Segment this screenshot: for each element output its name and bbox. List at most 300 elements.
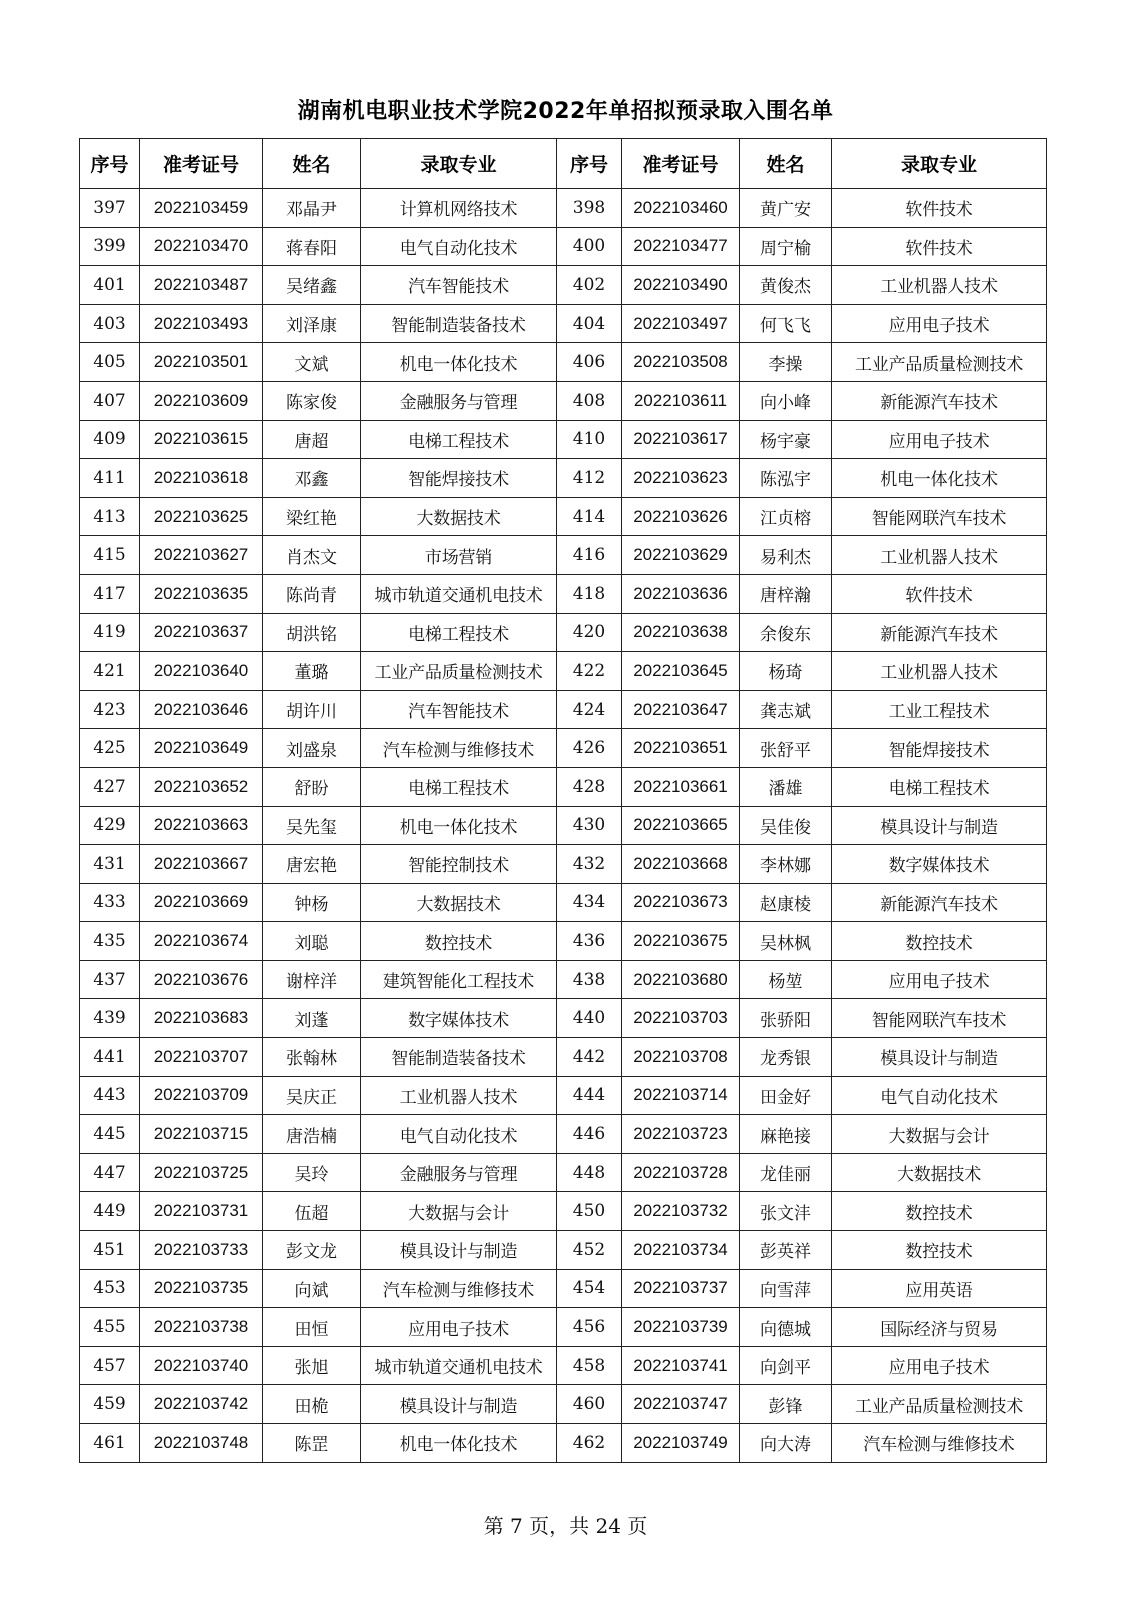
exam-id-cell: 2022103748 bbox=[140, 1424, 263, 1463]
seq-cell: 444 bbox=[557, 1076, 622, 1115]
seq-cell: 397 bbox=[80, 189, 140, 228]
name-cell: 刘蓬 bbox=[263, 999, 361, 1038]
seq-cell: 458 bbox=[557, 1346, 622, 1385]
major-cell: 应用电子技术 bbox=[832, 1346, 1047, 1385]
name-cell: 杨堃 bbox=[740, 960, 832, 999]
name-cell: 向雪萍 bbox=[740, 1269, 832, 1308]
major-cell: 智能焊接技术 bbox=[361, 459, 557, 498]
table-row bbox=[80, 189, 1047, 228]
table-row bbox=[80, 806, 1047, 845]
major-cell: 应用电子技术 bbox=[832, 960, 1047, 999]
exam-id-cell: 2022103477 bbox=[622, 227, 740, 266]
header-name: 姓名 bbox=[740, 139, 832, 189]
exam-id-cell: 2022103725 bbox=[140, 1153, 263, 1192]
name-cell: 刘泽康 bbox=[263, 304, 361, 343]
major-cell: 软件技术 bbox=[832, 189, 1047, 228]
exam-id-cell: 2022103742 bbox=[140, 1385, 263, 1424]
major-cell: 大数据与会计 bbox=[361, 1192, 557, 1231]
major-cell: 国际经济与贸易 bbox=[832, 1308, 1047, 1347]
exam-id-cell: 2022103663 bbox=[140, 806, 263, 845]
name-cell: 舒盼 bbox=[263, 767, 361, 806]
seq-cell: 445 bbox=[80, 1115, 140, 1154]
name-cell: 龚志斌 bbox=[740, 690, 832, 729]
name-cell: 潘雄 bbox=[740, 767, 832, 806]
major-cell: 数控技术 bbox=[832, 1231, 1047, 1270]
table-row bbox=[80, 574, 1047, 613]
exam-id-cell: 2022103623 bbox=[622, 459, 740, 498]
major-cell: 大数据技术 bbox=[361, 497, 557, 536]
name-cell: 周宁榆 bbox=[740, 227, 832, 266]
table-row bbox=[80, 767, 1047, 806]
major-cell: 汽车智能技术 bbox=[361, 266, 557, 305]
seq-cell: 462 bbox=[557, 1424, 622, 1463]
table-row bbox=[80, 652, 1047, 691]
seq-cell: 436 bbox=[557, 922, 622, 961]
seq-cell: 400 bbox=[557, 227, 622, 266]
name-cell: 张翰林 bbox=[263, 1038, 361, 1077]
seq-cell: 423 bbox=[80, 690, 140, 729]
exam-id-cell: 2022103735 bbox=[140, 1269, 263, 1308]
header-major: 录取专业 bbox=[832, 139, 1047, 189]
seq-cell: 413 bbox=[80, 497, 140, 536]
name-cell: 余俊东 bbox=[740, 613, 832, 652]
header-name: 姓名 bbox=[263, 139, 361, 189]
major-cell: 数字媒体技术 bbox=[361, 999, 557, 1038]
major-cell: 机电一体化技术 bbox=[361, 343, 557, 382]
table-row bbox=[80, 497, 1047, 536]
table-row bbox=[80, 420, 1047, 459]
major-cell: 应用电子技术 bbox=[832, 420, 1047, 459]
name-cell: 邓晶尹 bbox=[263, 189, 361, 228]
exam-id-cell: 2022103739 bbox=[622, 1308, 740, 1347]
major-cell: 大数据与会计 bbox=[832, 1115, 1047, 1154]
name-cell: 陈尚青 bbox=[263, 574, 361, 613]
major-cell: 电梯工程技术 bbox=[361, 613, 557, 652]
table-row bbox=[80, 266, 1047, 305]
name-cell: 刘聪 bbox=[263, 922, 361, 961]
exam-id-cell: 2022103497 bbox=[622, 304, 740, 343]
exam-id-cell: 2022103615 bbox=[140, 420, 263, 459]
seq-cell: 437 bbox=[80, 960, 140, 999]
table-row bbox=[80, 1115, 1047, 1154]
exam-id-cell: 2022103714 bbox=[622, 1076, 740, 1115]
exam-id-cell: 2022103459 bbox=[140, 189, 263, 228]
exam-id-cell: 2022103709 bbox=[140, 1076, 263, 1115]
admission-table bbox=[79, 138, 1047, 1463]
header-seq: 序号 bbox=[80, 139, 140, 189]
table-row bbox=[80, 1424, 1047, 1463]
exam-id-cell: 2022103626 bbox=[622, 497, 740, 536]
seq-cell: 426 bbox=[557, 729, 622, 768]
exam-id-cell: 2022103647 bbox=[622, 690, 740, 729]
table-body bbox=[80, 189, 1047, 1463]
major-cell: 智能网联汽车技术 bbox=[832, 497, 1047, 536]
name-cell: 彭锋 bbox=[740, 1385, 832, 1424]
major-cell: 机电一体化技术 bbox=[832, 459, 1047, 498]
name-cell: 胡许川 bbox=[263, 690, 361, 729]
name-cell: 向小峰 bbox=[740, 381, 832, 420]
exam-id-cell: 2022103636 bbox=[622, 574, 740, 613]
header-exam-id: 准考证号 bbox=[622, 139, 740, 189]
seq-cell: 432 bbox=[557, 845, 622, 884]
header-major: 录取专业 bbox=[361, 139, 557, 189]
major-cell: 电梯工程技术 bbox=[361, 767, 557, 806]
major-cell: 汽车检测与维修技术 bbox=[832, 1424, 1047, 1463]
exam-id-cell: 2022103645 bbox=[622, 652, 740, 691]
table-row bbox=[80, 1231, 1047, 1270]
seq-cell: 434 bbox=[557, 883, 622, 922]
exam-id-cell: 2022103715 bbox=[140, 1115, 263, 1154]
exam-id-cell: 2022103460 bbox=[622, 189, 740, 228]
name-cell: 田恒 bbox=[263, 1308, 361, 1347]
table-row bbox=[80, 613, 1047, 652]
name-cell: 彭英祥 bbox=[740, 1231, 832, 1270]
exam-id-cell: 2022103737 bbox=[622, 1269, 740, 1308]
exam-id-cell: 2022103683 bbox=[140, 999, 263, 1038]
name-cell: 杨琦 bbox=[740, 652, 832, 691]
name-cell: 吴林枫 bbox=[740, 922, 832, 961]
name-cell: 张舒平 bbox=[740, 729, 832, 768]
exam-id-cell: 2022103646 bbox=[140, 690, 263, 729]
exam-id-cell: 2022103661 bbox=[622, 767, 740, 806]
major-cell: 智能控制技术 bbox=[361, 845, 557, 884]
seq-cell: 455 bbox=[80, 1308, 140, 1347]
page-footer: 第 7 页，共 24 页 bbox=[483, 1514, 648, 1538]
name-cell: 赵康棱 bbox=[740, 883, 832, 922]
major-cell: 金融服务与管理 bbox=[361, 381, 557, 420]
name-cell: 龙秀银 bbox=[740, 1038, 832, 1077]
major-cell: 智能制造装备技术 bbox=[361, 304, 557, 343]
exam-id-cell: 2022103627 bbox=[140, 536, 263, 575]
table-row bbox=[80, 1269, 1047, 1308]
seq-cell: 429 bbox=[80, 806, 140, 845]
seq-cell: 459 bbox=[80, 1385, 140, 1424]
exam-id-cell: 2022103747 bbox=[622, 1385, 740, 1424]
seq-cell: 451 bbox=[80, 1231, 140, 1270]
name-cell: 陈罡 bbox=[263, 1424, 361, 1463]
seq-cell: 450 bbox=[557, 1192, 622, 1231]
table-row bbox=[80, 690, 1047, 729]
major-cell: 数控技术 bbox=[832, 922, 1047, 961]
seq-cell: 410 bbox=[557, 420, 622, 459]
major-cell: 电梯工程技术 bbox=[832, 767, 1047, 806]
name-cell: 易利杰 bbox=[740, 536, 832, 575]
exam-id-cell: 2022103649 bbox=[140, 729, 263, 768]
exam-id-cell: 2022103708 bbox=[622, 1038, 740, 1077]
table-row bbox=[80, 304, 1047, 343]
major-cell: 汽车智能技术 bbox=[361, 690, 557, 729]
seq-cell: 456 bbox=[557, 1308, 622, 1347]
name-cell: 杨宇豪 bbox=[740, 420, 832, 459]
exam-id-cell: 2022103668 bbox=[622, 845, 740, 884]
major-cell: 应用英语 bbox=[832, 1269, 1047, 1308]
exam-id-cell: 2022103501 bbox=[140, 343, 263, 382]
exam-id-cell: 2022103667 bbox=[140, 845, 263, 884]
name-cell: 黄广安 bbox=[740, 189, 832, 228]
seq-cell: 442 bbox=[557, 1038, 622, 1077]
exam-id-cell: 2022103675 bbox=[622, 922, 740, 961]
major-cell: 机电一体化技术 bbox=[361, 806, 557, 845]
name-cell: 唐超 bbox=[263, 420, 361, 459]
table-row bbox=[80, 845, 1047, 884]
name-cell: 唐浩楠 bbox=[263, 1115, 361, 1154]
name-cell: 谢梓洋 bbox=[263, 960, 361, 999]
major-cell: 工业机器人技术 bbox=[832, 266, 1047, 305]
table-row bbox=[80, 343, 1047, 382]
name-cell: 田桅 bbox=[263, 1385, 361, 1424]
seq-cell: 406 bbox=[557, 343, 622, 382]
exam-id-cell: 2022103732 bbox=[622, 1192, 740, 1231]
table-row bbox=[80, 922, 1047, 961]
exam-id-cell: 2022103738 bbox=[140, 1308, 263, 1347]
exam-id-cell: 2022103703 bbox=[622, 999, 740, 1038]
name-cell: 肖杰文 bbox=[263, 536, 361, 575]
exam-id-cell: 2022103609 bbox=[140, 381, 263, 420]
exam-id-cell: 2022103707 bbox=[140, 1038, 263, 1077]
major-cell: 城市轨道交通机电技术 bbox=[361, 574, 557, 613]
exam-id-cell: 2022103731 bbox=[140, 1192, 263, 1231]
seq-cell: 403 bbox=[80, 304, 140, 343]
seq-cell: 460 bbox=[557, 1385, 622, 1424]
seq-cell: 441 bbox=[80, 1038, 140, 1077]
name-cell: 彭文龙 bbox=[263, 1231, 361, 1270]
seq-cell: 449 bbox=[80, 1192, 140, 1231]
name-cell: 向剑平 bbox=[740, 1346, 832, 1385]
seq-cell: 421 bbox=[80, 652, 140, 691]
name-cell: 张文沣 bbox=[740, 1192, 832, 1231]
table-row bbox=[80, 999, 1047, 1038]
seq-cell: 399 bbox=[80, 227, 140, 266]
major-cell: 电梯工程技术 bbox=[361, 420, 557, 459]
exam-id-cell: 2022103490 bbox=[622, 266, 740, 305]
name-cell: 唐梓瀚 bbox=[740, 574, 832, 613]
name-cell: 唐宏艳 bbox=[263, 845, 361, 884]
table-row bbox=[80, 1385, 1047, 1424]
major-cell: 应用电子技术 bbox=[832, 304, 1047, 343]
name-cell: 文斌 bbox=[263, 343, 361, 382]
exam-id-cell: 2022103652 bbox=[140, 767, 263, 806]
seq-cell: 438 bbox=[557, 960, 622, 999]
major-cell: 城市轨道交通机电技术 bbox=[361, 1346, 557, 1385]
seq-cell: 452 bbox=[557, 1231, 622, 1270]
name-cell: 张旭 bbox=[263, 1346, 361, 1385]
major-cell: 模具设计与制造 bbox=[832, 1038, 1047, 1077]
major-cell: 大数据技术 bbox=[832, 1153, 1047, 1192]
major-cell: 工业产品质量检测技术 bbox=[832, 343, 1047, 382]
name-cell: 吴玲 bbox=[263, 1153, 361, 1192]
major-cell: 工业机器人技术 bbox=[832, 652, 1047, 691]
major-cell: 模具设计与制造 bbox=[361, 1231, 557, 1270]
exam-id-cell: 2022103723 bbox=[622, 1115, 740, 1154]
seq-cell: 427 bbox=[80, 767, 140, 806]
table-row bbox=[80, 381, 1047, 420]
major-cell: 工业机器人技术 bbox=[361, 1076, 557, 1115]
table-row bbox=[80, 1038, 1047, 1077]
name-cell: 伍超 bbox=[263, 1192, 361, 1231]
major-cell: 软件技术 bbox=[832, 574, 1047, 613]
name-cell: 张骄阳 bbox=[740, 999, 832, 1038]
seq-cell: 443 bbox=[80, 1076, 140, 1115]
major-cell: 数字媒体技术 bbox=[832, 845, 1047, 884]
seq-cell: 461 bbox=[80, 1424, 140, 1463]
major-cell: 汽车检测与维修技术 bbox=[361, 729, 557, 768]
major-cell: 大数据技术 bbox=[361, 883, 557, 922]
name-cell: 吴佳俊 bbox=[740, 806, 832, 845]
major-cell: 工业产品质量检测技术 bbox=[832, 1385, 1047, 1424]
table-row bbox=[80, 227, 1047, 266]
major-cell: 金融服务与管理 bbox=[361, 1153, 557, 1192]
name-cell: 刘盛泉 bbox=[263, 729, 361, 768]
table-row bbox=[80, 1192, 1047, 1231]
table-row bbox=[80, 1308, 1047, 1347]
header-seq: 序号 bbox=[557, 139, 622, 189]
exam-id-cell: 2022103740 bbox=[140, 1346, 263, 1385]
name-cell: 钟杨 bbox=[263, 883, 361, 922]
seq-cell: 419 bbox=[80, 613, 140, 652]
seq-cell: 447 bbox=[80, 1153, 140, 1192]
table-header-row bbox=[80, 139, 1047, 189]
major-cell: 应用电子技术 bbox=[361, 1308, 557, 1347]
exam-id-cell: 2022103625 bbox=[140, 497, 263, 536]
seq-cell: 424 bbox=[557, 690, 622, 729]
seq-cell: 402 bbox=[557, 266, 622, 305]
major-cell: 新能源汽车技术 bbox=[832, 381, 1047, 420]
name-cell: 李林娜 bbox=[740, 845, 832, 884]
seq-cell: 431 bbox=[80, 845, 140, 884]
exam-id-cell: 2022103617 bbox=[622, 420, 740, 459]
table-row bbox=[80, 729, 1047, 768]
name-cell: 田金好 bbox=[740, 1076, 832, 1115]
major-cell: 建筑智能化工程技术 bbox=[361, 960, 557, 999]
exam-id-cell: 2022103728 bbox=[622, 1153, 740, 1192]
seq-cell: 439 bbox=[80, 999, 140, 1038]
exam-id-cell: 2022103493 bbox=[140, 304, 263, 343]
major-cell: 工业产品质量检测技术 bbox=[361, 652, 557, 691]
exam-id-cell: 2022103734 bbox=[622, 1231, 740, 1270]
seq-cell: 448 bbox=[557, 1153, 622, 1192]
major-cell: 工业机器人技术 bbox=[832, 536, 1047, 575]
name-cell: 陈家俊 bbox=[263, 381, 361, 420]
name-cell: 梁红艳 bbox=[263, 497, 361, 536]
table-row bbox=[80, 1076, 1047, 1115]
seq-cell: 416 bbox=[557, 536, 622, 575]
seq-cell: 412 bbox=[557, 459, 622, 498]
table-row bbox=[80, 1153, 1047, 1192]
table-row bbox=[80, 536, 1047, 575]
major-cell: 工业工程技术 bbox=[832, 690, 1047, 729]
name-cell: 向大涛 bbox=[740, 1424, 832, 1463]
seq-cell: 420 bbox=[557, 613, 622, 652]
seq-cell: 401 bbox=[80, 266, 140, 305]
seq-cell: 453 bbox=[80, 1269, 140, 1308]
seq-cell: 409 bbox=[80, 420, 140, 459]
exam-id-cell: 2022103741 bbox=[622, 1346, 740, 1385]
name-cell: 吴庆正 bbox=[263, 1076, 361, 1115]
major-cell: 电气自动化技术 bbox=[832, 1076, 1047, 1115]
name-cell: 陈泓宇 bbox=[740, 459, 832, 498]
major-cell: 汽车检测与维修技术 bbox=[361, 1269, 557, 1308]
major-cell: 智能制造装备技术 bbox=[361, 1038, 557, 1077]
name-cell: 董璐 bbox=[263, 652, 361, 691]
seq-cell: 425 bbox=[80, 729, 140, 768]
name-cell: 吴绪鑫 bbox=[263, 266, 361, 305]
seq-cell: 446 bbox=[557, 1115, 622, 1154]
name-cell: 向斌 bbox=[263, 1269, 361, 1308]
name-cell: 吴先玺 bbox=[263, 806, 361, 845]
header-exam-id: 准考证号 bbox=[140, 139, 263, 189]
name-cell: 何飞飞 bbox=[740, 304, 832, 343]
exam-id-cell: 2022103640 bbox=[140, 652, 263, 691]
major-cell: 新能源汽车技术 bbox=[832, 613, 1047, 652]
exam-id-cell: 2022103674 bbox=[140, 922, 263, 961]
seq-cell: 417 bbox=[80, 574, 140, 613]
seq-cell: 433 bbox=[80, 883, 140, 922]
exam-id-cell: 2022103673 bbox=[622, 883, 740, 922]
table-row bbox=[80, 883, 1047, 922]
exam-id-cell: 2022103618 bbox=[140, 459, 263, 498]
seq-cell: 415 bbox=[80, 536, 140, 575]
exam-id-cell: 2022103651 bbox=[622, 729, 740, 768]
seq-cell: 418 bbox=[557, 574, 622, 613]
major-cell: 模具设计与制造 bbox=[832, 806, 1047, 845]
exam-id-cell: 2022103637 bbox=[140, 613, 263, 652]
seq-cell: 407 bbox=[80, 381, 140, 420]
exam-id-cell: 2022103635 bbox=[140, 574, 263, 613]
major-cell: 新能源汽车技术 bbox=[832, 883, 1047, 922]
page-title: 湖南机电职业技术学院2022年单招拟预录取入围名单 bbox=[297, 99, 834, 124]
exam-id-cell: 2022103680 bbox=[622, 960, 740, 999]
exam-id-cell: 2022103487 bbox=[140, 266, 263, 305]
seq-cell: 404 bbox=[557, 304, 622, 343]
major-cell: 机电一体化技术 bbox=[361, 1424, 557, 1463]
seq-cell: 398 bbox=[557, 189, 622, 228]
name-cell: 龙佳丽 bbox=[740, 1153, 832, 1192]
seq-cell: 414 bbox=[557, 497, 622, 536]
exam-id-cell: 2022103669 bbox=[140, 883, 263, 922]
seq-cell: 411 bbox=[80, 459, 140, 498]
exam-id-cell: 2022103749 bbox=[622, 1424, 740, 1463]
seq-cell: 440 bbox=[557, 999, 622, 1038]
seq-cell: 435 bbox=[80, 922, 140, 961]
exam-id-cell: 2022103470 bbox=[140, 227, 263, 266]
seq-cell: 428 bbox=[557, 767, 622, 806]
exam-id-cell: 2022103629 bbox=[622, 536, 740, 575]
seq-cell: 422 bbox=[557, 652, 622, 691]
name-cell: 黄俊杰 bbox=[740, 266, 832, 305]
exam-id-cell: 2022103508 bbox=[622, 343, 740, 382]
major-cell: 模具设计与制造 bbox=[361, 1385, 557, 1424]
name-cell: 邓鑫 bbox=[263, 459, 361, 498]
name-cell: 蒋春阳 bbox=[263, 227, 361, 266]
exam-id-cell: 2022103638 bbox=[622, 613, 740, 652]
major-cell: 电气自动化技术 bbox=[361, 1115, 557, 1154]
name-cell: 李操 bbox=[740, 343, 832, 382]
seq-cell: 405 bbox=[80, 343, 140, 382]
table-row bbox=[80, 960, 1047, 999]
major-cell: 数控技术 bbox=[832, 1192, 1047, 1231]
major-cell: 市场营销 bbox=[361, 536, 557, 575]
major-cell: 电气自动化技术 bbox=[361, 227, 557, 266]
major-cell: 智能焊接技术 bbox=[832, 729, 1047, 768]
exam-id-cell: 2022103665 bbox=[622, 806, 740, 845]
name-cell: 向德城 bbox=[740, 1308, 832, 1347]
exam-id-cell: 2022103733 bbox=[140, 1231, 263, 1270]
seq-cell: 454 bbox=[557, 1269, 622, 1308]
major-cell: 计算机网络技术 bbox=[361, 189, 557, 228]
name-cell: 江贞榕 bbox=[740, 497, 832, 536]
major-cell: 智能网联汽车技术 bbox=[832, 999, 1047, 1038]
major-cell: 软件技术 bbox=[832, 227, 1047, 266]
